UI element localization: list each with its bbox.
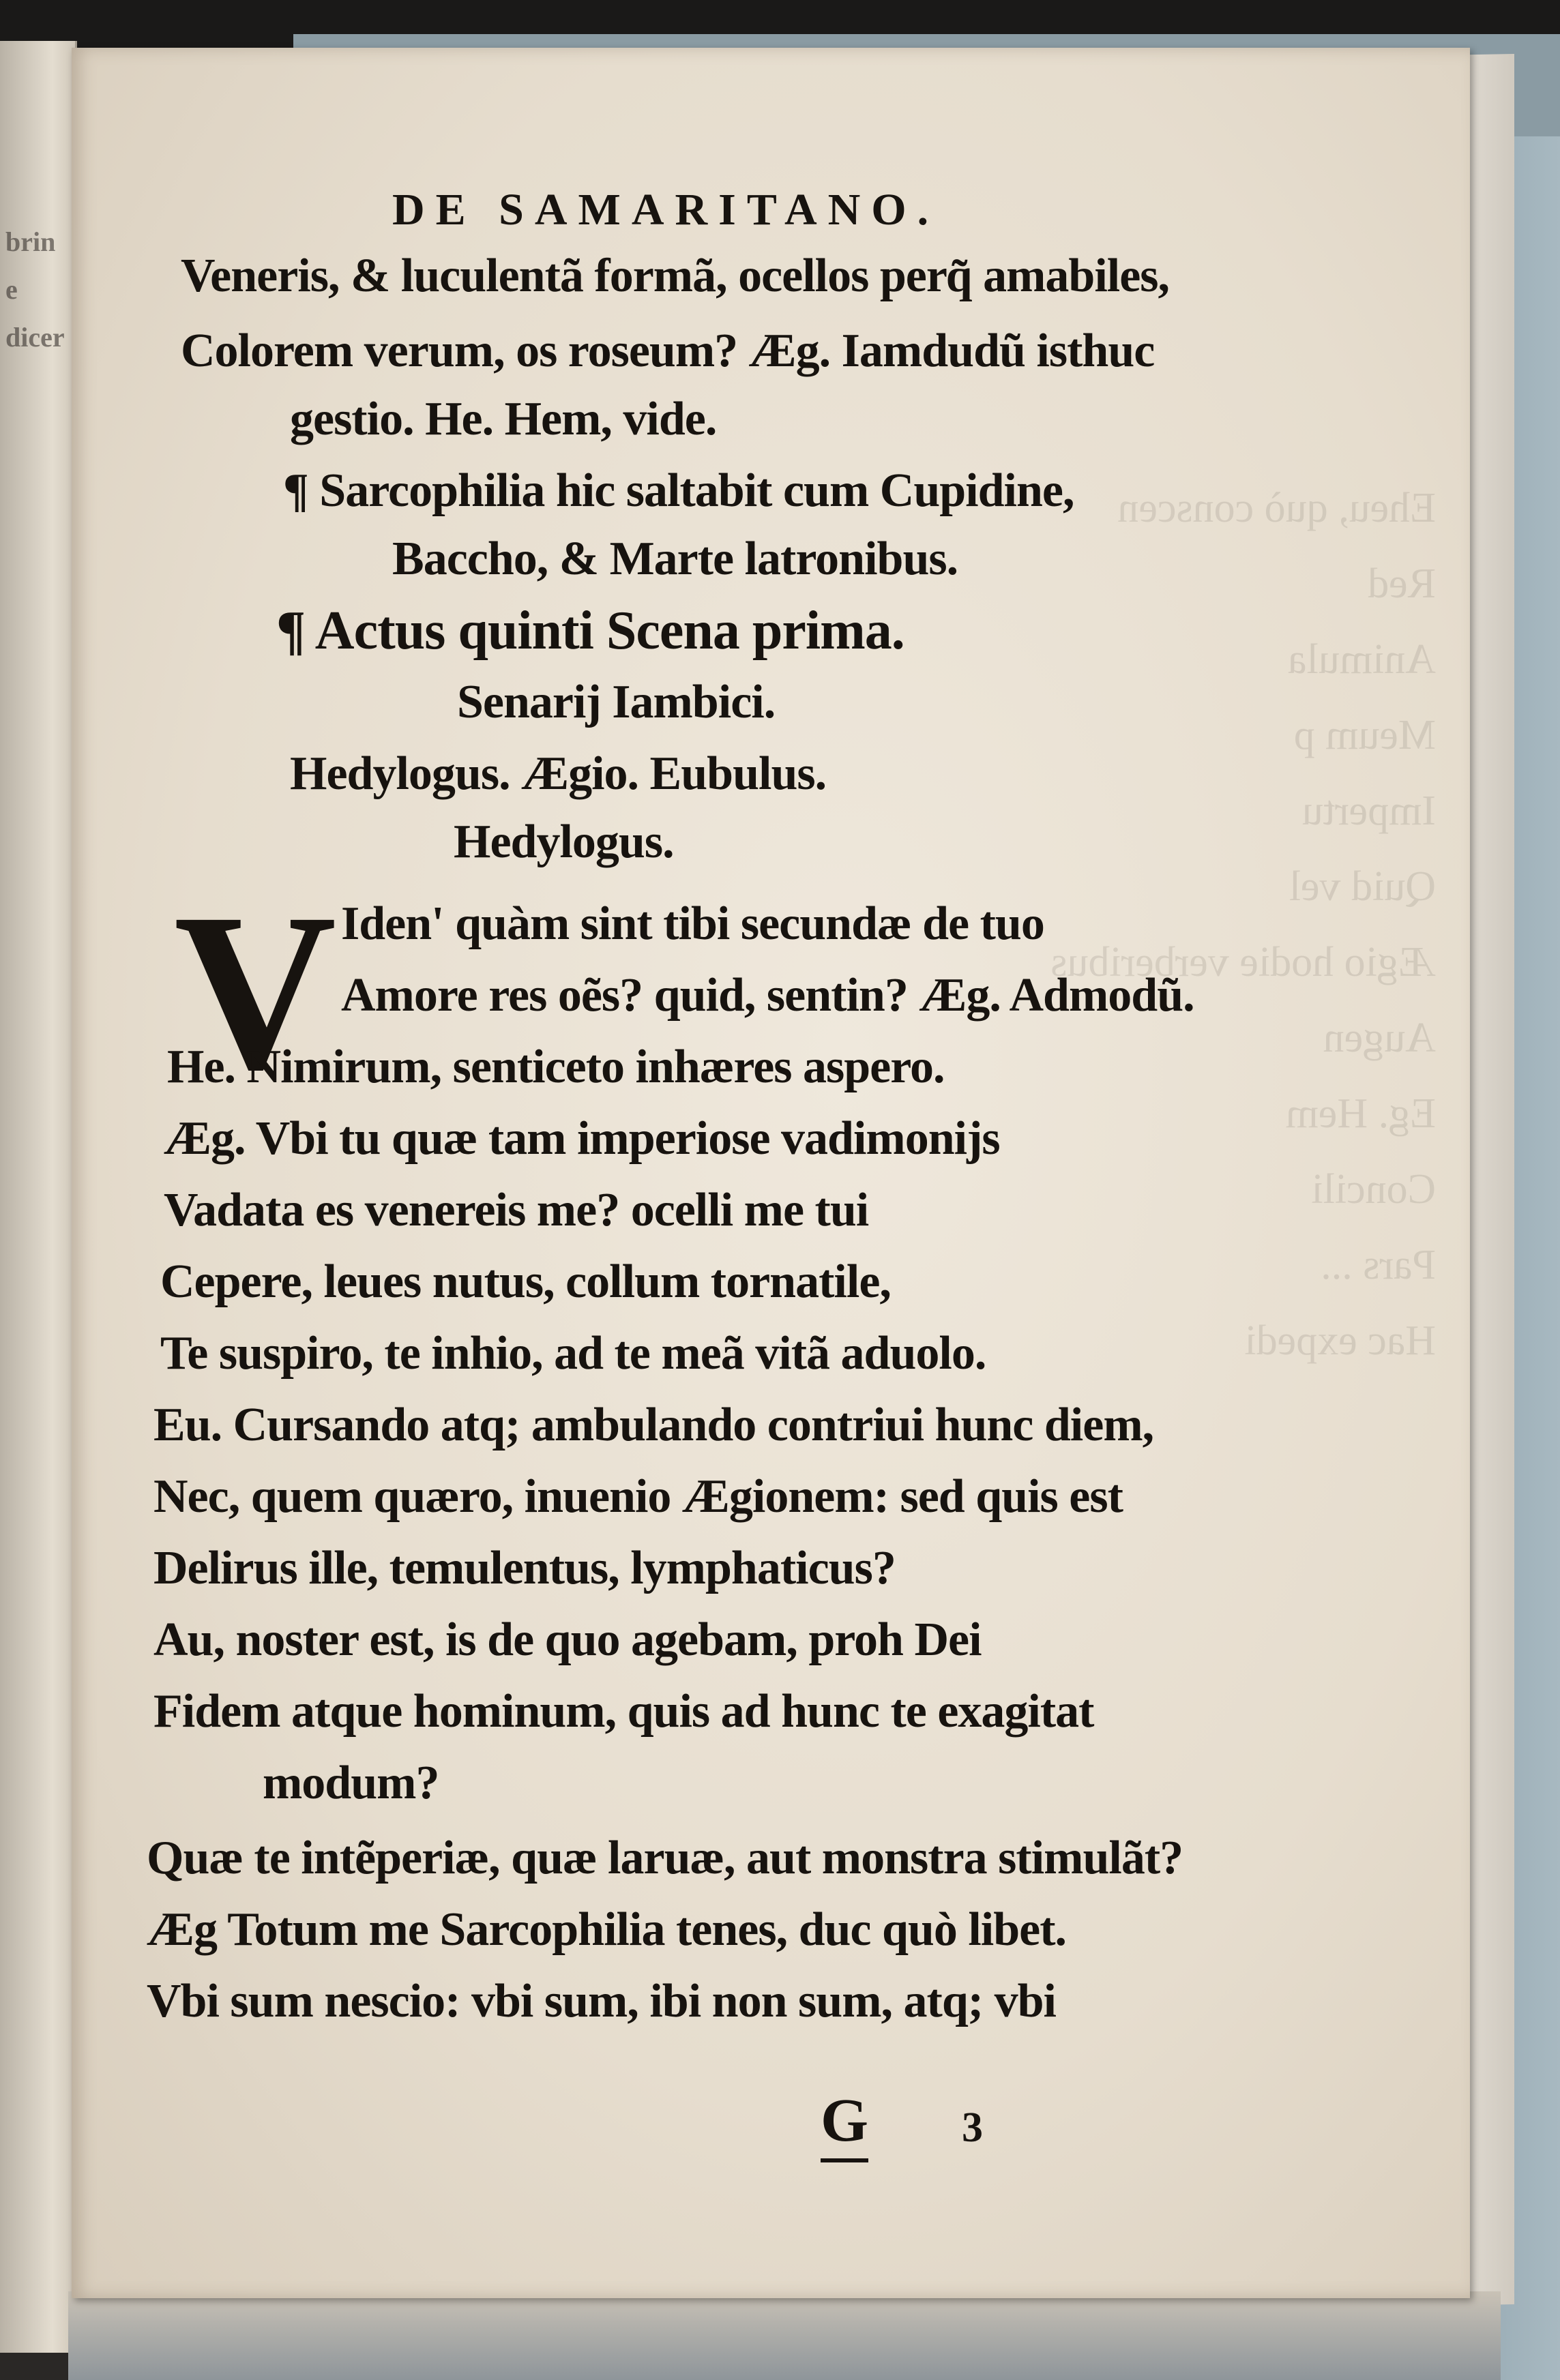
bleed-line: Ægio hodie verberibus	[1050, 939, 1436, 985]
running-head: DE SAMARITANO.	[392, 185, 940, 235]
text-line: Æg. Vbi tu quæ tam imperiose vadimonijs	[164, 1112, 1000, 1165]
signature-mark: G	[821, 2083, 868, 2162]
text-line: gestio. He. Hem, vide.	[290, 393, 717, 445]
bleed-line: Augen	[1323, 1015, 1436, 1061]
drop-cap: V	[174, 867, 337, 1116]
text-line: Æg Totum me Sarcophilia tenes, duc quò libet.	[147, 1903, 1067, 1956]
text-line: He. Nimirum, senticeto inhæres aspero.	[167, 1041, 945, 1093]
text-line: Colorem verum, os roseum? Æg. Iamdudũ isthuc	[181, 325, 1155, 377]
page-text	[72, 48, 1470, 2298]
bleed-line: Impertu	[1301, 788, 1436, 834]
bleed-line: Quid vel	[1289, 863, 1436, 910]
bleed-line: Eg. Hem	[1285, 1090, 1436, 1137]
book-page	[72, 48, 1470, 2298]
text-line: Fidem atque hominum, quis ad hunc te exagitat	[153, 1685, 1094, 1738]
left-page-fragments	[5, 218, 65, 361]
text-line: Veneris, & luculentã formã, ocellos perq̃ amabiles,	[181, 250, 1170, 302]
meter-heading: Senarij Iambici.	[457, 676, 776, 728]
text-line: Quæ te intẽperiæ, quæ laruæ, aut monstra stimulãt?	[147, 1832, 1183, 1884]
left-page-edges	[0, 41, 77, 2353]
bleed-line: Hac expedi	[1244, 1318, 1436, 1364]
character-list: Hedylogus. Ægio. Eubulus.	[290, 747, 827, 800]
scene-heading: ¶ Actus quinti Scena prima.	[276, 601, 904, 661]
text-line: Cepere, leues nutus, collum tornatile,	[160, 1255, 891, 1308]
left-fragment: e	[5, 274, 18, 305]
text-line: modum?	[263, 1757, 439, 1809]
text-line: Nec, quem quæro, inuenio Ægionem: sed quis est	[153, 1470, 1123, 1523]
bleed-line: Animula	[1288, 636, 1436, 683]
text-line: Au, noster est, is de quo agebam, proh Dei	[153, 1613, 982, 1666]
speaker-name: Hedylogus.	[454, 816, 674, 868]
left-fragment: brin	[5, 226, 56, 257]
text-line: Delirus ille, temulentus, lymphaticus?	[153, 1542, 896, 1594]
bleed-line: Red	[1368, 561, 1436, 607]
bleed-line: Meum p	[1293, 712, 1436, 758]
text-line: Iden' quàm sint tibi secundæ de tuo	[341, 897, 1044, 950]
bottom-edge	[68, 2291, 1501, 2380]
stage-direction: ¶ Sarcophilia hic saltabit cum Cupidine,	[283, 464, 1074, 517]
text-line: Eu. Cursando atq; ambulando contriui hunc diem,	[153, 1399, 1154, 1451]
bleed-line: Eheu, quò conscen	[1117, 485, 1436, 531]
text-line: Vadata es venereis me? ocelli me tui	[164, 1184, 869, 1236]
text-line: Vbi sum nescio: vbi sum, ibi non sum, atq; vbi	[147, 1975, 1056, 2027]
bleed-line: Concili	[1311, 1166, 1436, 1213]
left-fragment: dicer	[5, 322, 65, 353]
text-line: Te suspiro, te inhio, ad te meã vitã aduolo.	[160, 1327, 986, 1380]
stage-direction: Baccho, & Marte latronibus.	[392, 533, 958, 585]
text-line: Amore res oẽs? quid, sentin? Æg. Admodũ.	[341, 969, 1194, 1022]
folio-mark: 3	[962, 2104, 983, 2151]
bleed-line: Pars ...	[1321, 1242, 1436, 1288]
